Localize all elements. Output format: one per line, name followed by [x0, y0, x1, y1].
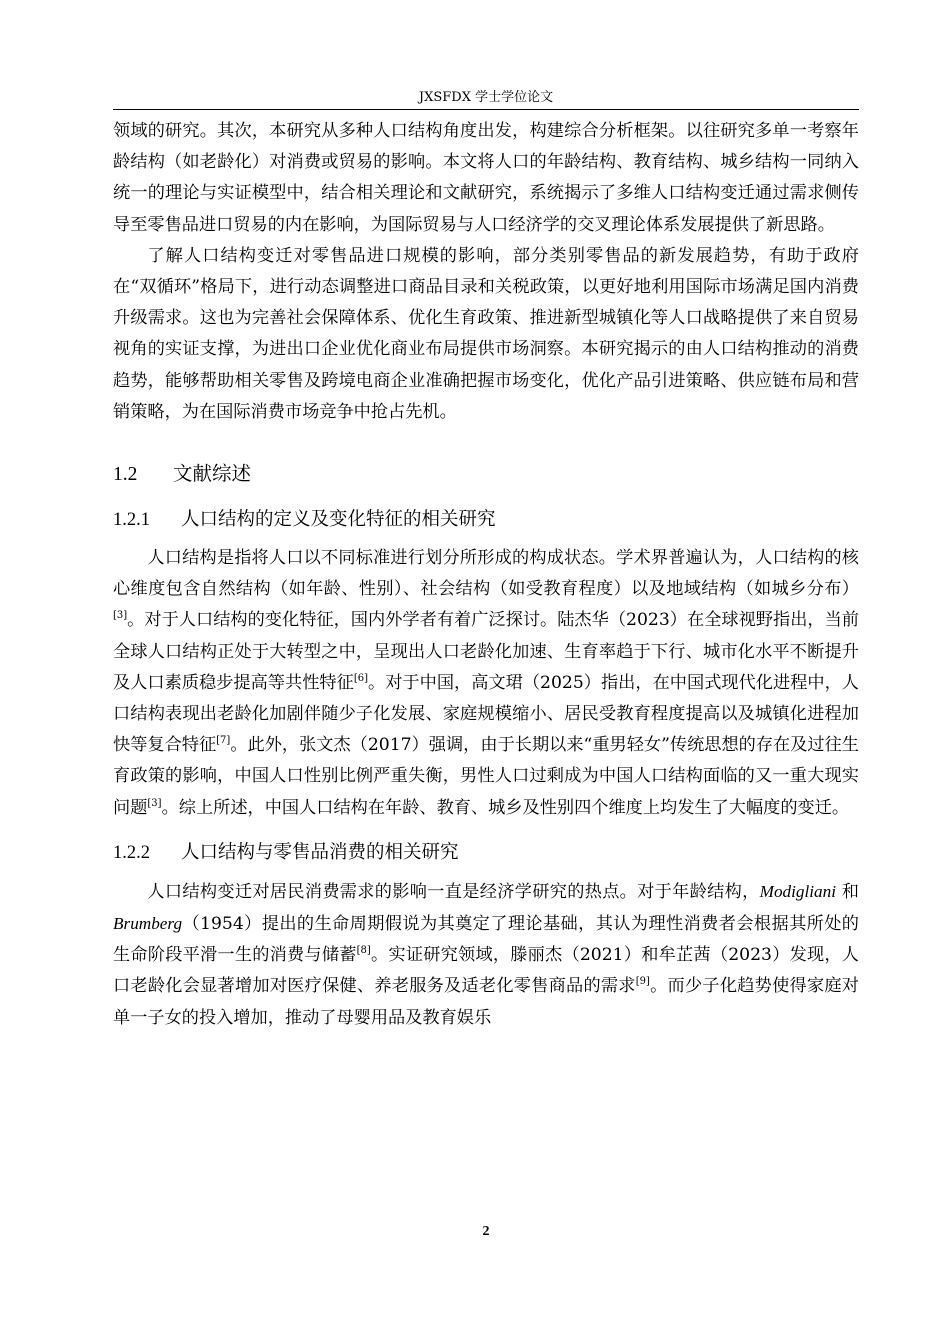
section-heading-1-2	[113, 458, 859, 491]
section-number: 1.2.1	[113, 510, 150, 531]
section-heading-1-2-2	[113, 838, 859, 868]
section-title: 文献综述	[173, 462, 252, 486]
section-number: 1.2.2	[113, 842, 150, 863]
text-run: 。对于中国，高文珺（2025）指出，在中国式现代化进程中，人口结构表现出老龄化加剧伴随少子化发展、家庭规模缩小、居民受教育程度提高以及城镇化进程加快等复合特征	[113, 672, 859, 756]
paragraph-intro-1: 领域的研究。其次，本研究从多种人口结构角度出发，构建综合分析框架。以往研究多单一考察年龄结构（如老龄化）对消费或贸易的影响。本文将人口的年龄结构、教育结构、城乡结构一同纳入统一的理论与实证模型中，结合相关理论和文献研究，系统揭示了多维人口结构变迁通过需求侧传导至零售品进口贸易的内在影响，为国际贸易与人口经济学的交叉理论体系发展提供了新思路。	[113, 121, 859, 235]
page-content	[113, 116, 859, 1034]
citation: [3]	[113, 610, 128, 622]
text-run: 。综上所述，中国人口结构在年龄、教育、城乡及性别四个维度上均发生了大幅度的变迁。	[161, 797, 850, 818]
text-run: 和	[841, 881, 859, 902]
paragraph-intro-2: 了解人口结构变迁对零售品进口规模的影响，部分类别零售品的新发展趋势，有助于政府在“双循环”格局下，进行动态调整进口商品目录和关税政策，以更好地利用国际市场满足国内消费升级需求。这也为完善社会保障体系、优化生育政策、推进新型城镇化等人口战略提供了来自贸易视角的实证支撑，为进出口企业优化商业布局提供市场洞察。本研究揭示的由人口结构推动的消费趋势，能够帮助相关零售及跨境电商企业准确把握市场变化，优化产品引进策略、供应链布局和营销策略，为在国际消费市场竞争中抢占先机。	[113, 245, 859, 422]
paragraph-1-2-2	[113, 876, 859, 1034]
section-heading-1-2-1	[113, 505, 859, 535]
citation: [7]	[216, 735, 231, 747]
text-run: 。实证研究领域，滕丽杰（2021）和牟芷茜（2023）发现，人口老龄化会显著增加对医疗保健、养老服务及适老化零售商品的需求	[113, 945, 859, 997]
citation: [8]	[356, 945, 371, 957]
paragraph-1-2-1	[113, 543, 859, 824]
text-run: 人口结构变迁对居民消费需求的影响一直是经济学研究的热点。对于年龄结构，	[147, 881, 760, 902]
text-run: 。对于人口结构的变化特征，国内外学者有着广泛探讨。陆杰华（2023）在全球视野指出，当前全球人口结构正处于大转型之中，呈现出人口老龄化加速、生育率趋于下行、城市化水平不断提升及人口素质稳步提高等共性特征	[113, 610, 859, 693]
text-run: 。此外，张文杰（2017）强调，由于长期以来“重男轻女”传统思想的存在及过往生育政策的影响，中国人口性别比例严重失衡，男性人口过剩成为中国人口结构面临的又一重大现实问题	[113, 735, 859, 818]
text-run: 。而少子化趋势使得家庭对单一子女的投入增加，推动了母婴用品及教育娱乐	[113, 976, 859, 1028]
section-number: 1.2	[113, 464, 138, 486]
section-title: 人口结构与零售品消费的相关研究	[181, 841, 459, 863]
text-run: 人口结构是指将人口以不同标准进行划分所形成的构成状态。学术界普遍认为，人口结构的核心维度包含自然结构（如年龄、性别）、社会结构（如受教育程度）以及地域结构（如城乡分布）	[113, 548, 859, 600]
text-run: （1954）提出的生命周期假说为其奠定了理论基础，其认为理性消费者会根据其所处的生命阶段平滑一生的消费与储蓄	[113, 914, 859, 966]
page-number: 2	[482, 1224, 490, 1239]
running-header: JXSFDX 学士学位论文	[418, 90, 554, 105]
citation: [6]	[353, 672, 368, 684]
header-rule	[113, 109, 859, 110]
section-title: 人口结构的定义及变化特征的相关研究	[181, 509, 496, 531]
author-name: Modigliani	[759, 881, 837, 901]
author-name: Brumberg	[113, 914, 183, 934]
citation: [3]	[147, 797, 162, 809]
citation: [9]	[635, 976, 650, 988]
